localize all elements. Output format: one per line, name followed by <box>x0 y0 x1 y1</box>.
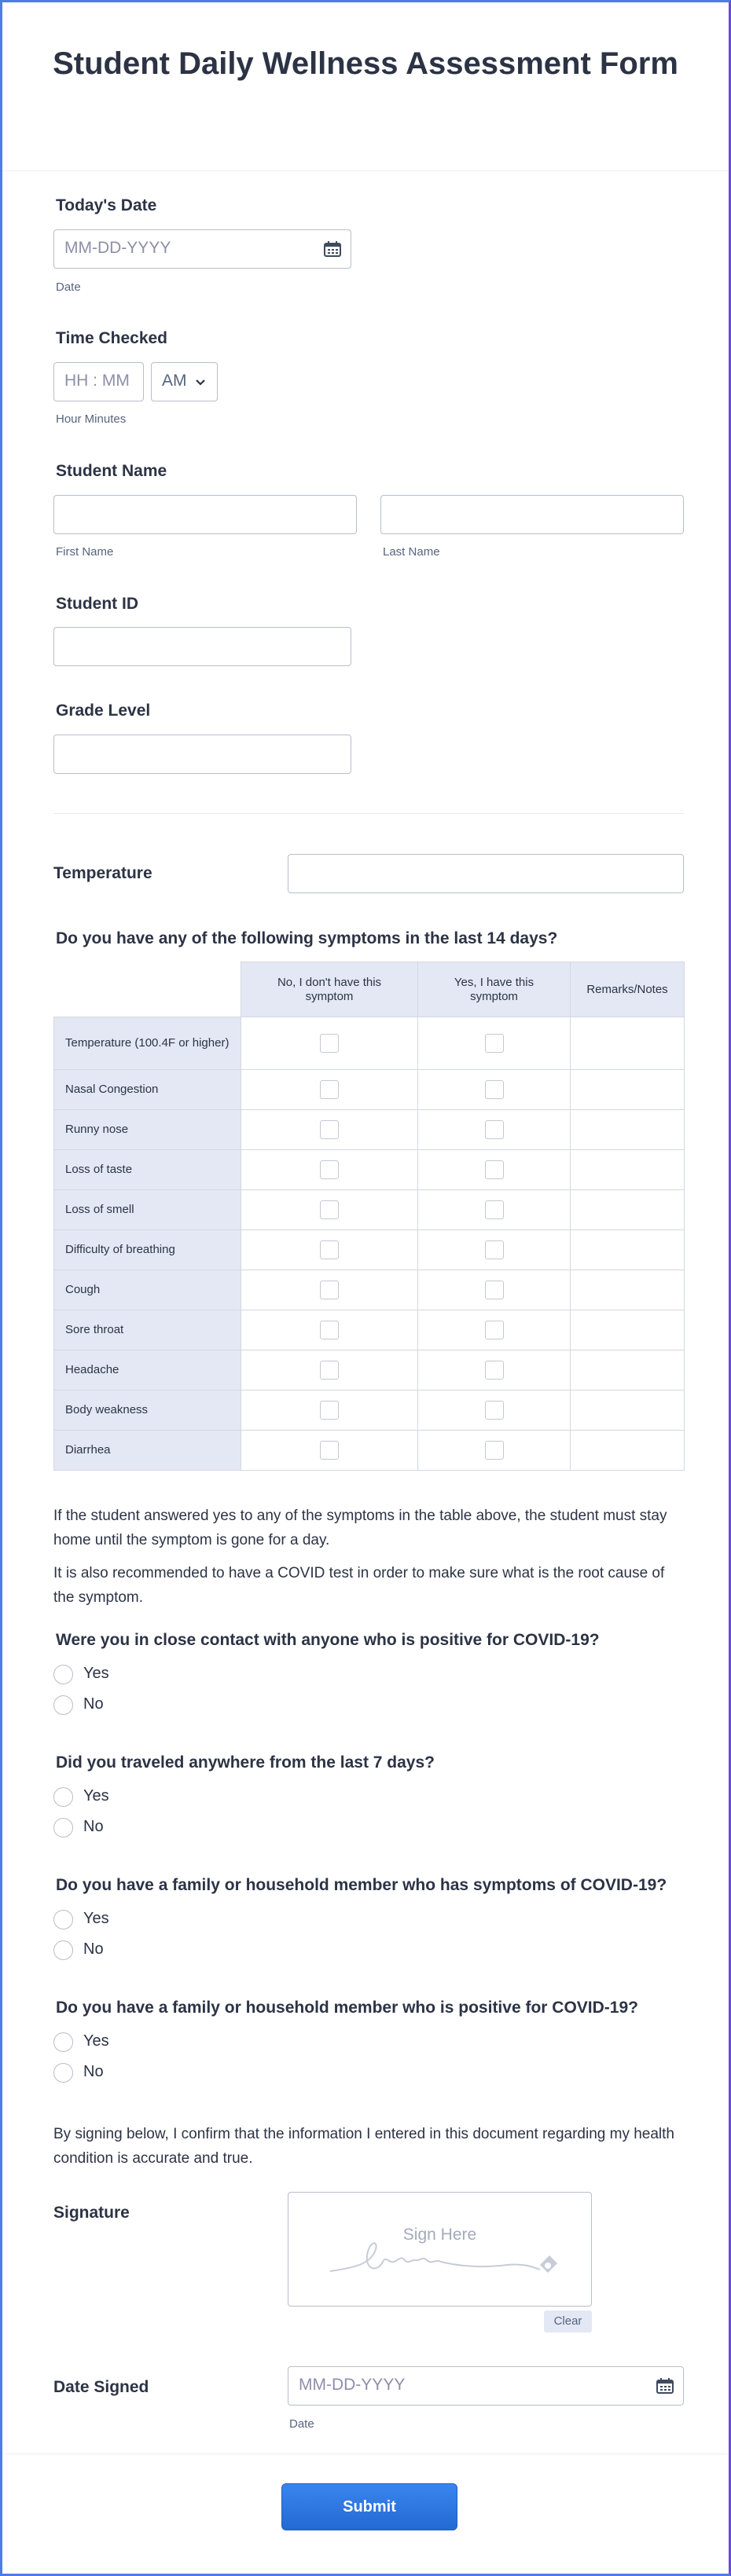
yes-checkbox[interactable] <box>485 1321 504 1339</box>
yes-checkbox[interactable] <box>485 1281 504 1299</box>
table-row <box>54 1431 685 1471</box>
matrix-row-label: Sore throat <box>54 1310 241 1350</box>
radio-button[interactable] <box>53 1787 73 1807</box>
matrix-row-label: Loss of smell <box>54 1190 241 1230</box>
symptoms-question: Do you have any of the following symptoms in the last 14 days? <box>56 929 558 947</box>
time-placeholder: HH : MM <box>64 372 130 390</box>
student-id-label: Student ID <box>56 595 138 613</box>
no-checkbox[interactable] <box>320 1034 339 1053</box>
table-row <box>54 1350 685 1391</box>
radio-label: Yes <box>83 2032 109 2050</box>
no-checkbox[interactable] <box>320 1441 339 1460</box>
matrix-row-label: Body weakness <box>54 1391 241 1431</box>
first-name-sublabel: First Name <box>56 545 114 559</box>
matrix-cell <box>241 1150 418 1190</box>
matrix-header-row <box>54 962 685 1017</box>
temperature-label: Temperature <box>53 864 152 882</box>
signature-pad[interactable] <box>288 2192 592 2307</box>
todays-date-input[interactable] <box>53 229 351 269</box>
temperature-input[interactable] <box>288 854 684 893</box>
matrix-cell <box>418 1391 571 1431</box>
radio-button[interactable] <box>53 1818 73 1838</box>
radio-button[interactable] <box>53 1940 73 1960</box>
remarks-cell[interactable] <box>571 1017 685 1070</box>
ampm-value: AM <box>162 372 187 390</box>
grade-level-label: Grade Level <box>56 702 151 720</box>
matrix-cell <box>241 1230 418 1270</box>
question-travel: Did you traveled anywhere from the last 7 days? <box>56 1753 435 1772</box>
footer-divider <box>2 2453 729 2454</box>
question-close-contact: Were you in close contact with anyone who is positive for COVID-19? <box>56 1631 600 1649</box>
matrix-cell <box>418 1110 571 1150</box>
section-divider <box>53 813 684 814</box>
no-checkbox[interactable] <box>320 1080 339 1099</box>
table-row <box>54 1391 685 1431</box>
question-household-symptoms: Do you have a family or household member who has symptoms of COVID-19? <box>56 1876 667 1894</box>
chevron-down-icon <box>195 379 206 387</box>
notice-paragraph-1: If the student answered yes to any of the symptoms in the table above, the student must stay home until the symptom is gone for a day. <box>53 1508 667 1548</box>
time-checked-sublabel: Hour Minutes <box>56 412 127 426</box>
yes-checkbox[interactable] <box>485 1080 504 1099</box>
consent-text: By signing below, I confirm that the information I entered in this document regarding my health condition is accurate and true. <box>53 2126 674 2167</box>
matrix-row-label: Runny nose <box>54 1110 241 1150</box>
yes-checkbox[interactable] <box>485 1120 504 1139</box>
ampm-select[interactable] <box>151 362 218 401</box>
signature-label: Signature <box>53 2204 130 2222</box>
notice-paragraph-2: It is also recommended to have a COVID test in order to make sure what is the root cause of the symptom. <box>53 1565 665 1606</box>
grade-level-input[interactable] <box>53 735 351 774</box>
no-checkbox[interactable] <box>320 1120 339 1139</box>
remarks-cell[interactable] <box>571 1070 685 1110</box>
matrix-row-label: Cough <box>54 1270 241 1310</box>
matrix-col-header: No, I don't have this symptom <box>241 962 418 1017</box>
no-checkbox[interactable] <box>320 1200 339 1219</box>
matrix-row-label: Headache <box>54 1350 241 1391</box>
table-row <box>54 1110 685 1150</box>
matrix-cell <box>418 1190 571 1230</box>
matrix-cell <box>241 1110 418 1150</box>
first-name-input[interactable] <box>53 495 357 534</box>
table-row <box>54 1070 685 1110</box>
table-row <box>54 1150 685 1190</box>
form-header <box>2 2 729 171</box>
remarks-cell[interactable] <box>571 1190 685 1230</box>
yes-checkbox[interactable] <box>485 1441 504 1460</box>
no-checkbox[interactable] <box>320 1240 339 1259</box>
todays-date-label: Today's Date <box>56 196 157 214</box>
student-id-input[interactable] <box>53 627 351 666</box>
clear-signature-button[interactable]: Clear <box>544 2310 592 2332</box>
radio-label: No <box>83 1818 104 1835</box>
signature-scribble-icon <box>326 2232 562 2287</box>
date-signed-sublabel: Date <box>289 2417 314 2431</box>
radio-label: No <box>83 1695 104 1713</box>
remarks-cell[interactable] <box>571 1431 685 1471</box>
no-checkbox[interactable] <box>320 1281 339 1299</box>
remarks-cell[interactable] <box>571 1391 685 1431</box>
matrix-cell <box>418 1070 571 1110</box>
last-name-sublabel: Last Name <box>383 545 440 559</box>
no-checkbox[interactable] <box>320 1401 339 1420</box>
todays-date-placeholder: MM-DD-YYYY <box>64 239 171 257</box>
matrix-cell <box>418 1431 571 1471</box>
matrix-row-label: Difficulty of breathing <box>54 1230 241 1270</box>
yes-checkbox[interactable] <box>485 1160 504 1179</box>
todays-date-sublabel: Date <box>56 280 81 294</box>
matrix-row-label: Temperature (100.4F or higher) <box>54 1017 241 1070</box>
matrix-cell <box>241 1017 418 1070</box>
remarks-cell[interactable] <box>571 1310 685 1350</box>
matrix-cell <box>241 1391 418 1431</box>
radio-button[interactable] <box>53 1665 73 1684</box>
table-row <box>54 1310 685 1350</box>
matrix-cell <box>241 1350 418 1391</box>
table-row <box>54 1230 685 1270</box>
table-row <box>54 1270 685 1310</box>
matrix-cell <box>418 1017 571 1070</box>
radio-label: Yes <box>83 1910 109 1927</box>
yes-checkbox[interactable] <box>485 1361 504 1380</box>
remarks-cell[interactable] <box>571 1230 685 1270</box>
matrix-corner <box>54 962 241 1017</box>
time-checked-label: Time Checked <box>56 329 168 347</box>
matrix-row-label: Loss of taste <box>54 1150 241 1190</box>
form-title: Student Daily Wellness Assessment Form <box>53 46 678 81</box>
radio-button[interactable] <box>53 2063 73 2083</box>
calendar-icon[interactable] <box>656 2378 674 2394</box>
radio-label: Yes <box>83 1787 109 1805</box>
matrix-cell <box>418 1230 571 1270</box>
matrix-cell <box>241 1310 418 1350</box>
table-row <box>54 1017 685 1070</box>
matrix-col-header: Yes, I have this symptom <box>418 962 571 1017</box>
matrix-cell <box>241 1270 418 1310</box>
radio-label: Yes <box>83 1665 109 1682</box>
no-checkbox[interactable] <box>320 1361 339 1380</box>
remarks-cell[interactable] <box>571 1270 685 1310</box>
matrix-row-label: Nasal Congestion <box>54 1070 241 1110</box>
remarks-cell[interactable] <box>571 1150 685 1190</box>
signature-hint: Sign Here <box>402 2226 477 2244</box>
yes-checkbox[interactable] <box>485 1401 504 1420</box>
table-row <box>54 1190 685 1230</box>
time-hour-minute-input[interactable] <box>53 362 144 401</box>
remarks-cell[interactable] <box>571 1110 685 1150</box>
remarks-cell[interactable] <box>571 1350 685 1391</box>
question-household-positive: Do you have a family or household member who is positive for COVID-19? <box>56 1999 638 2017</box>
matrix-cell <box>418 1270 571 1310</box>
calendar-icon[interactable] <box>324 241 341 257</box>
matrix-row-label: Diarrhea <box>54 1431 241 1471</box>
date-signed-label: Date Signed <box>53 2378 149 2396</box>
date-signed-input[interactable] <box>288 2366 684 2406</box>
no-checkbox[interactable] <box>320 1321 339 1339</box>
no-checkbox[interactable] <box>320 1160 339 1179</box>
radio-button[interactable] <box>53 2032 73 2052</box>
yes-checkbox[interactable] <box>485 1034 504 1053</box>
radio-button[interactable] <box>53 1910 73 1929</box>
submit-button[interactable]: Submit <box>281 2483 457 2530</box>
last-name-input[interactable] <box>380 495 684 534</box>
matrix-cell <box>241 1431 418 1471</box>
radio-button[interactable] <box>53 1695 73 1715</box>
yes-checkbox[interactable] <box>485 1200 504 1219</box>
radio-label: No <box>83 1940 104 1958</box>
date-signed-placeholder: MM-DD-YYYY <box>299 2376 406 2394</box>
matrix-cell <box>418 1310 571 1350</box>
radio-label: No <box>83 2063 104 2080</box>
matrix-cell <box>418 1350 571 1391</box>
matrix-cell <box>241 1070 418 1110</box>
matrix-col-header: Remarks/Notes <box>571 962 685 1017</box>
matrix-cell <box>241 1190 418 1230</box>
yes-checkbox[interactable] <box>485 1240 504 1259</box>
student-name-label: Student Name <box>56 462 167 480</box>
matrix-cell <box>418 1150 571 1190</box>
symptoms-matrix <box>53 962 685 1471</box>
